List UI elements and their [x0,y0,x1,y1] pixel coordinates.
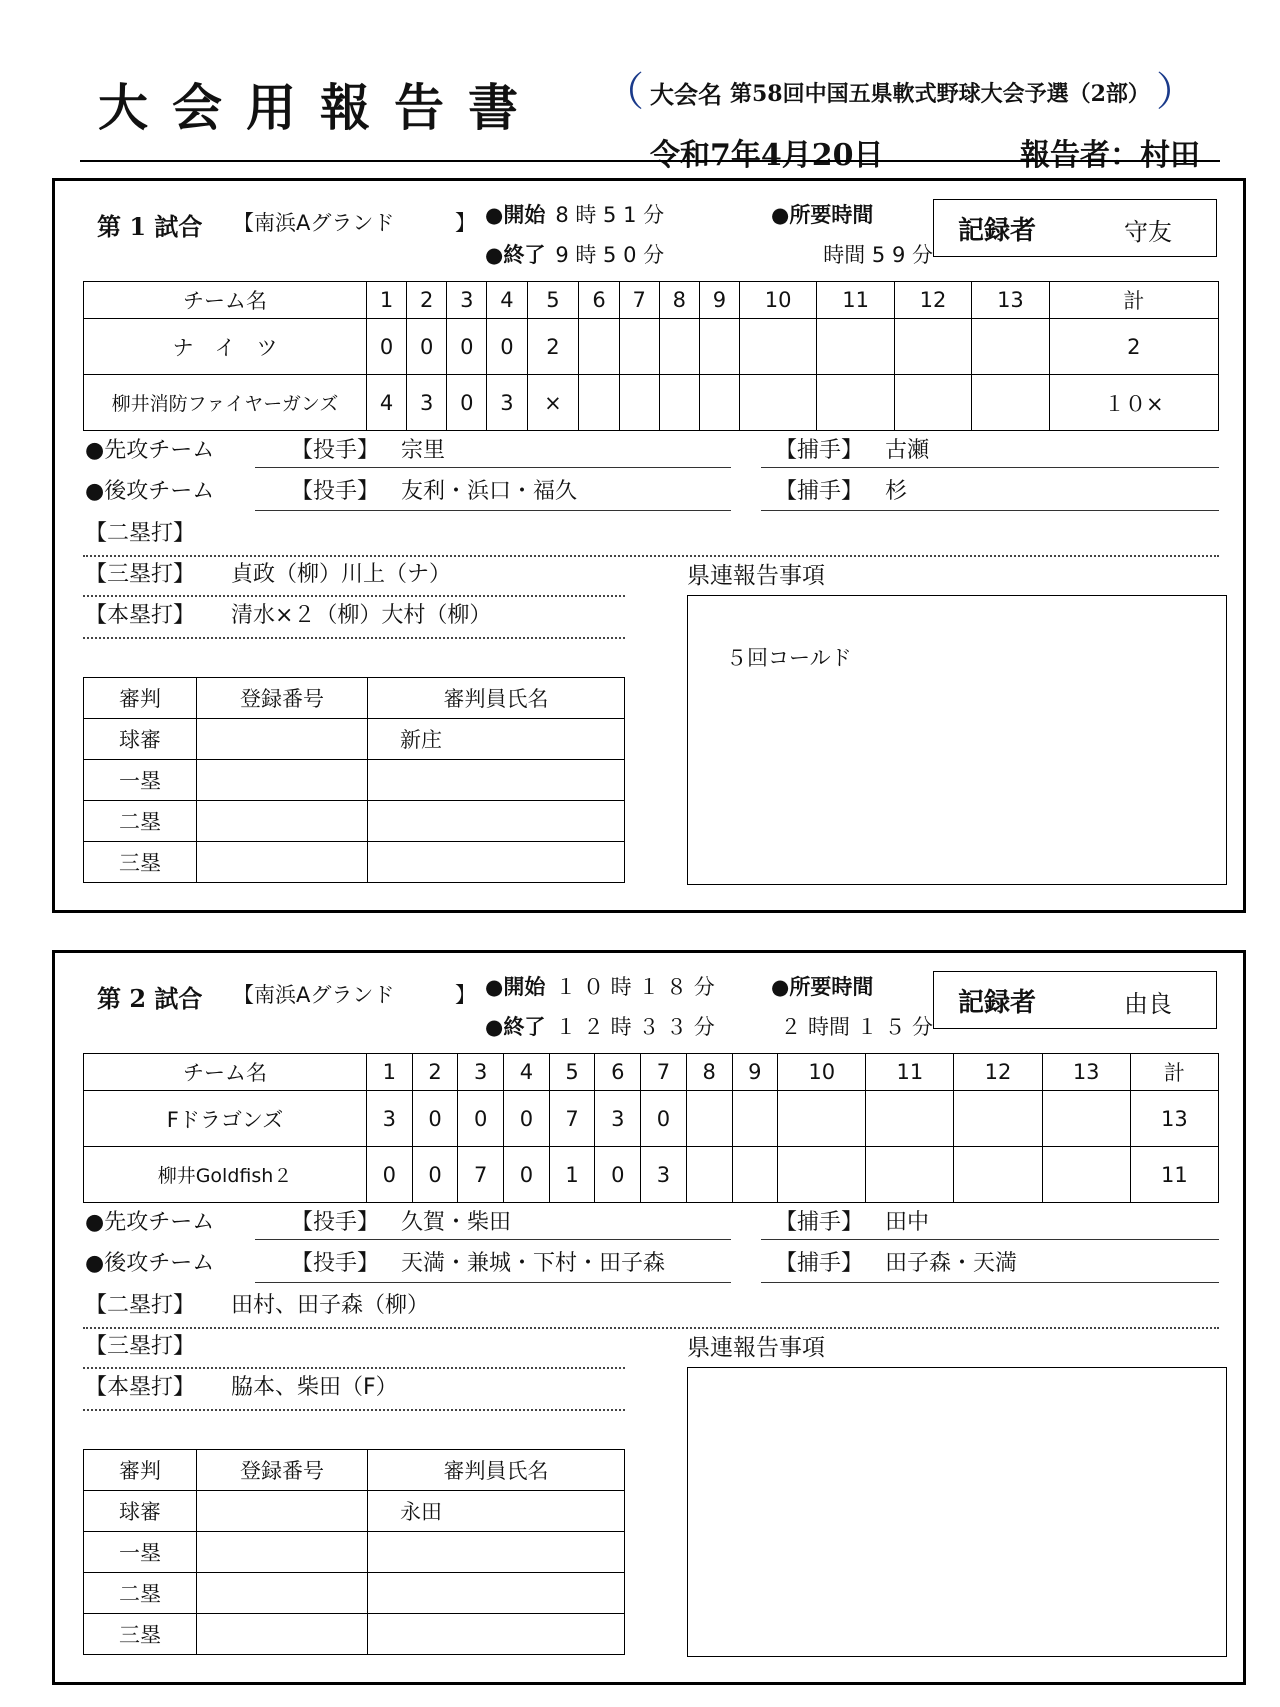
first-catcher-underline [761,1239,1219,1240]
inning-header: 7 [619,282,659,319]
inning-header: 10 [778,1054,866,1091]
page-title: 大会用報告書 [98,78,542,137]
inning-score: 3 [595,1091,641,1147]
game-title: 第 1 試合 [97,212,203,241]
team-name: 柳井消防ファイヤーガンズ [84,375,367,431]
second-catcher-underline [761,1282,1219,1283]
homers-label: 【本塁打】 [85,603,196,628]
inning-header: 8 [686,1054,732,1091]
umpire-name [368,760,625,801]
inning-score [659,319,699,375]
inning-score: 3 [641,1147,687,1203]
umpire-position: 三塁 [84,1614,197,1655]
tournament-name: 第58回中国五県軟式野球大会予選（2部） [730,80,1150,107]
venue-name: 【南浜Aグランド [233,983,395,1007]
inning-score: 3 [407,375,447,431]
inning-header: 12 [954,1054,1042,1091]
venue-close: 】 [455,983,476,1007]
inning-header: 9 [732,1054,778,1091]
inning-score: 1 [549,1147,595,1203]
first-team-label: ●先攻チーム [85,438,215,463]
umpire-reg-no [197,1573,368,1614]
doubles-label: 【二塁打】 [85,1293,196,1318]
inning-score: 0 [407,319,447,375]
recorder-box [933,971,1217,1029]
inning-score: 3 [487,375,527,431]
inning-score [778,1147,866,1203]
umpire-name [368,842,625,883]
umpire-row [84,1573,625,1614]
umpire-reg-no [197,1532,368,1573]
inning-header: 13 [1042,1054,1130,1091]
inning-score [732,1147,778,1203]
second-catcher-underline [761,510,1219,511]
triples-dotline [83,595,625,597]
umpire-position: 一塁 [84,1532,197,1573]
first-catcher-label: 【捕手】 [775,438,864,463]
team-name: ナ イ ツ [84,319,367,375]
venue [233,979,476,1009]
umpire-name: 永田 [368,1491,625,1532]
umpire-name [368,801,625,842]
inning-header: 3 [447,282,487,319]
team-row [84,1147,1219,1203]
inning-score [972,319,1049,375]
umpire-row [84,719,625,760]
end-time-row [485,1011,715,1041]
team-name: 柳井Goldfish２ [84,1147,367,1203]
total-score: 11 [1130,1147,1218,1203]
umpire-row [84,1614,625,1655]
inning-header: 11 [866,1054,954,1091]
first-pitcher-label: 【投手】 [291,1210,380,1235]
inning-header: 5 [549,1054,595,1091]
inning-header: 6 [579,282,619,319]
umpire-reg-no [197,842,368,883]
inning-score: 3 [367,1091,413,1147]
umpire-header [84,1450,625,1491]
inning-score: 4 [367,375,407,431]
end-time: １ ２ 時 ３ ３ 分 [555,1015,715,1039]
tournament-line [598,69,1202,115]
report-label: 県連報告事項 [687,1335,825,1361]
second-catcher-label: 【捕手】 [775,1251,864,1276]
start-label: ●開始 [485,975,546,999]
scoreboard [83,1053,1219,1203]
first-catcher-label: 【捕手】 [775,1210,864,1235]
inning-score: 0 [447,375,487,431]
venue-name: 【南浜Aグランド [233,211,395,235]
second-catcher-label: 【捕手】 [775,479,864,504]
header-divider [80,160,1220,162]
umpire-table [83,1449,625,1655]
second-pitcher-underline [255,510,731,511]
end-label: ●終了 [485,1015,546,1039]
inning-header: 7 [641,1054,687,1091]
inning-header: 1 [367,282,407,319]
team-name-header: チーム名 [84,1054,367,1091]
umpire-header-cell: 審判員氏名 [368,1450,625,1491]
inning-score: 0 [641,1091,687,1147]
inning-score: 0 [487,319,527,375]
total-header: 計 [1130,1054,1218,1091]
venue-close: 】 [455,211,476,235]
homers-label: 【本塁打】 [85,1375,196,1400]
inning-score [778,1091,866,1147]
team-row [84,1091,1219,1147]
inning-score [894,319,971,375]
inning-header: 4 [487,282,527,319]
duration-label: ●所要時間 [771,975,874,999]
inning-score: 0 [367,319,407,375]
inning-score [972,375,1049,431]
triples-label: 【三塁打】 [85,1334,196,1359]
game-section-1 [52,178,1246,913]
inning-score [817,319,894,375]
triples-label: 【三塁打】 [85,562,196,587]
doubles-label: 【二塁打】 [85,521,196,546]
inning-header: 3 [458,1054,504,1091]
report-text: ５回コールド [726,646,852,670]
umpire-reg-no [197,760,368,801]
inning-score [739,319,816,375]
inning-header: 2 [412,1054,458,1091]
end-time-row [485,239,664,269]
inning-score [686,1147,732,1203]
inning-score [619,319,659,375]
total-score: 2 [1049,319,1218,375]
inning-score: 7 [549,1091,595,1147]
umpire-header-cell: 登録番号 [197,1450,368,1491]
first-catcher: 古瀬 [885,438,930,463]
scoreboard-header [84,1054,1219,1091]
reporter: 報告者：村田 [1020,138,1200,173]
inning-score [686,1091,732,1147]
scoreboard-header [84,282,1219,319]
homers-value: 清水×２（柳）大村（柳） [231,603,492,628]
umpire-name [368,1573,625,1614]
second-catcher: 田子森・天満 [885,1251,1018,1276]
umpire-table [83,677,625,883]
inning-score: × [527,375,579,431]
start-time: 8 時 5 1 分 [555,203,665,227]
duration: 時間 5 9 分 [823,243,933,267]
game-section-2 [52,950,1246,1685]
homers-dotline [83,637,625,639]
inning-score [866,1091,954,1147]
second-pitcher: 友利・浜口・福久 [401,479,578,504]
umpire-reg-no [197,719,368,760]
game-title: 第 2 試合 [97,984,203,1013]
team-name-header: チーム名 [84,282,367,319]
first-pitcher-underline [255,1239,731,1240]
umpire-position: 球審 [84,1491,197,1532]
paren-open: （ [604,69,644,115]
triples-value: 貞政（柳）川上（ナ） [231,562,452,587]
inning-score [699,319,739,375]
inning-score: 7 [458,1147,504,1203]
start-label: ●開始 [485,203,546,227]
inning-score: 0 [367,1147,413,1203]
second-catcher: 杉 [885,479,908,504]
triples-dotline [83,1367,625,1369]
team-row [84,319,1219,375]
inning-score [659,375,699,431]
umpire-header-cell: 審判 [84,678,197,719]
report-date: 令和7年4月20日 [650,138,884,173]
scoreboard [83,281,1219,431]
inning-header: 8 [659,282,699,319]
umpire-name: 新庄 [368,719,625,760]
inning-header: 9 [699,282,739,319]
recorder-box [933,199,1217,257]
inning-header: 10 [739,282,816,319]
report-box [687,595,1227,885]
umpire-position: 二塁 [84,801,197,842]
inning-header: 2 [407,282,447,319]
team-row [84,375,1219,431]
second-pitcher-label: 【投手】 [291,479,380,504]
umpire-header-cell: 審判員氏名 [368,678,625,719]
inning-score [579,319,619,375]
inning-score [954,1147,1042,1203]
inning-score [619,375,659,431]
total-header: 計 [1049,282,1218,319]
second-pitcher: 天満・兼城・下村・田子森 [401,1251,666,1276]
umpire-position: 二塁 [84,1573,197,1614]
paren-close: ） [1155,69,1196,115]
homers-value: 脇本、柴田（F） [231,1375,398,1400]
first-pitcher: 久賀・柴田 [401,1210,512,1235]
inning-score [732,1091,778,1147]
recorder-label: 記録者 [958,988,1037,1018]
start-time: １ ０ 時 １ ８ 分 [555,975,715,999]
inning-header: 11 [817,282,894,319]
inning-score [579,375,619,431]
umpire-position: 一塁 [84,760,197,801]
inning-score [866,1147,954,1203]
umpire-row [84,801,625,842]
umpire-row [84,1491,625,1532]
first-catcher-underline [761,467,1219,468]
umpire-position: 球審 [84,719,197,760]
inning-score: 0 [412,1091,458,1147]
inning-score [1042,1091,1130,1147]
first-pitcher: 宗里 [401,438,446,463]
total-score: １０× [1049,375,1218,431]
inning-score [894,375,971,431]
start-time-row [485,971,715,1001]
umpire-header-cell: 審判 [84,1450,197,1491]
report-label: 県連報告事項 [687,563,825,589]
first-pitcher-label: 【投手】 [291,438,380,463]
umpire-reg-no [197,1491,368,1532]
inning-header: 12 [894,282,971,319]
inning-score [817,375,894,431]
umpire-reg-no [197,1614,368,1655]
recorder-name: 由良 [1124,990,1172,1018]
umpire-reg-no [197,801,368,842]
start-time-row [485,199,664,229]
inning-score [1042,1147,1130,1203]
inning-header: 6 [595,1054,641,1091]
end-label: ●終了 [485,243,546,267]
umpire-header-cell: 登録番号 [197,678,368,719]
report-box [687,1367,1227,1657]
duration-label: ●所要時間 [771,203,874,227]
tournament-label: 大会名 [650,79,722,109]
inning-header: 1 [367,1054,413,1091]
inning-score [739,375,816,431]
umpire-name [368,1614,625,1655]
inning-score [699,375,739,431]
second-team-label: ●後攻チーム [85,479,215,504]
umpire-header [84,678,625,719]
homers-dotline [83,1409,625,1411]
inning-score [954,1091,1042,1147]
first-team-label: ●先攻チーム [85,1210,215,1235]
inning-header: 4 [504,1054,550,1091]
recorder-label: 記録者 [958,216,1037,246]
recorder-name: 守友 [1124,218,1172,246]
duration: ２ 時間 １ ５ 分 [780,1015,933,1039]
inning-header: 13 [972,282,1049,319]
second-pitcher-underline [255,1282,731,1283]
inning-score: 0 [504,1091,550,1147]
inning-score: 0 [504,1147,550,1203]
inning-score: 0 [458,1091,504,1147]
venue [233,207,476,237]
umpire-row [84,760,625,801]
total-score: 13 [1130,1091,1218,1147]
inning-score: 2 [527,319,579,375]
team-name: Fドラゴンズ [84,1091,367,1147]
doubles-value: 田村、田子森（柳） [231,1293,430,1318]
inning-score: 0 [447,319,487,375]
end-time: 9 時 5 0 分 [555,243,665,267]
doubles-dotline [83,1327,1219,1329]
inning-score: 0 [412,1147,458,1203]
second-pitcher-label: 【投手】 [291,1251,380,1276]
first-catcher: 田中 [885,1210,930,1235]
umpire-name [368,1532,625,1573]
umpire-row [84,1532,625,1573]
umpire-position: 三塁 [84,842,197,883]
inning-score: 0 [595,1147,641,1203]
first-pitcher-underline [255,467,731,468]
second-team-label: ●後攻チーム [85,1251,215,1276]
inning-header: 5 [527,282,579,319]
umpire-row [84,842,625,883]
